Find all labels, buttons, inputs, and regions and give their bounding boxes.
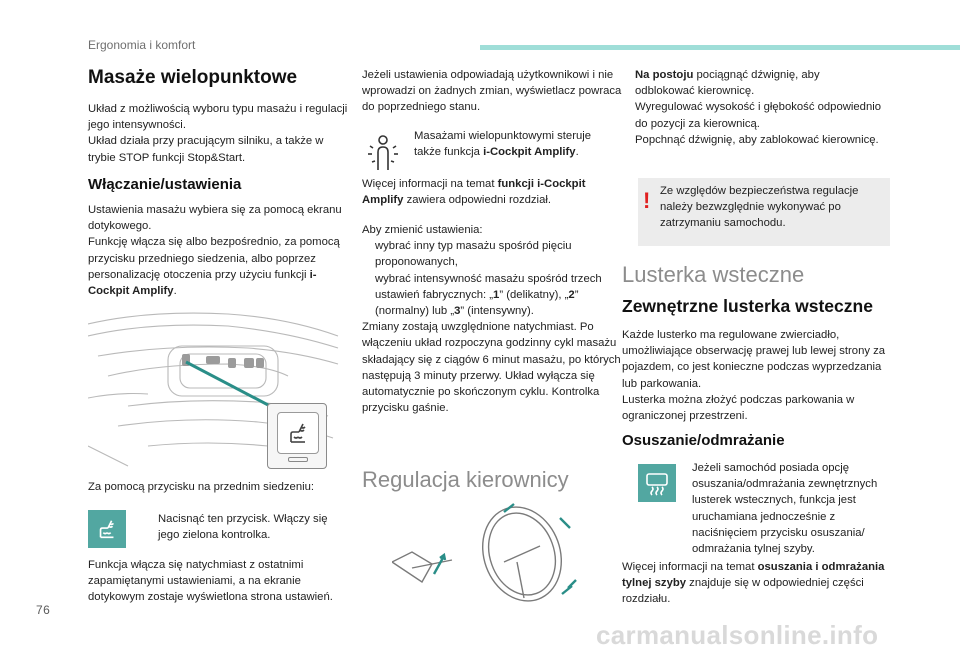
b2-m2: ” (normalny) lub „ xyxy=(375,288,579,318)
step-1-bold: Na postoju xyxy=(635,69,694,81)
settings-paragraph-2 xyxy=(88,234,350,299)
mirrors-section-title: Lusterka wsteczne xyxy=(622,262,805,287)
massage-outro: Funkcja włącza się natychmiast z ostatnimi zapamiętanymi ustawieniami, a na ekranie dotykowym zostaje wyświetlona strona ustawień. xyxy=(88,559,333,604)
settings-text xyxy=(88,202,350,299)
change-bullet-2 xyxy=(362,271,624,320)
running-header: Ergonomia i komfort xyxy=(88,38,196,52)
return-paragraph: Jeżeli ustawienia odpowiadają użytkownikowi i nie wprowadzi on żadnych zmian, wyświetlacz powraca do poprzedniego stanu. xyxy=(362,69,622,114)
bullet-1-text: wybrać inny typ masażu spośród pięciu proponowanych, xyxy=(375,240,572,269)
settings-text-end: . xyxy=(173,285,177,298)
more-bold: funkcji i-Cockpit Amplify xyxy=(362,178,586,207)
exterior-mirrors-title: Zewnętrzne lusterka wsteczne xyxy=(622,296,873,316)
b2-end: ” (intensywny). xyxy=(460,305,534,318)
bullet-marker xyxy=(622,132,635,148)
bullet-marker xyxy=(622,99,635,131)
settings-paragraph-1: Ustawienia masażu wybiera się za pomocą ekranu dotykowego. xyxy=(88,204,342,233)
person-massage-icon xyxy=(366,132,400,172)
note-end: . xyxy=(575,146,579,159)
image-caption: Za pomocą przycisku na przednim siedzeniu: xyxy=(88,481,315,493)
warning-text: Ze względów bezpieczeństwa regulacje należy bezwzględnie wykonywać po zatrzymaniu samochodu. xyxy=(660,185,859,230)
b2-v2: 2 xyxy=(568,288,575,301)
steering-wheel-illustration xyxy=(392,502,592,607)
defrost-subtitle: Osuszanie/odmrażanie xyxy=(622,432,785,449)
change-settings xyxy=(362,222,624,416)
i-cockpit-term: i-Cockpit Amplify xyxy=(483,146,576,159)
bullet-marker xyxy=(362,271,375,320)
page-number: 76 xyxy=(36,603,51,617)
warning-box xyxy=(638,178,890,246)
settings-subtitle: Włączanie/ustawienia xyxy=(88,176,242,193)
step-2-text: Wyregulować wysokość i głębokość odpowiednio do pozycji za kierownicą. xyxy=(635,101,882,130)
indicator-light xyxy=(288,457,308,462)
more-pre: Więcej informacji na temat xyxy=(622,561,758,573)
b2-m1: ” (delikatny), „ xyxy=(499,288,569,301)
step-1-text xyxy=(635,67,882,99)
note-text-part: Masażami wielopunktowymi steruje także funkcja xyxy=(414,130,592,159)
bullet-marker xyxy=(622,67,635,99)
intro-paragraph-2: Układ działa przy pracującym silniku, a także w trybie STOP funkcji Stop&Start. xyxy=(88,135,324,164)
mirrors-paragraph-2: Lusterka można złożyć podczas parkowania w ograniczonej przestrzeni. xyxy=(622,393,855,423)
more-post: znajduje się w odpowiedniej części rozdziału. xyxy=(622,577,864,606)
step-3-text: Popchnąć dźwignię, aby zablokować kierownicę. xyxy=(635,133,879,146)
step-text: Nacisnąć ten przycisk. Włączy się jego zielona kontrolka. xyxy=(158,513,328,542)
defrost-text: Jeżeli samochód posiada opcję osuszania/odmrażania zewnętrznych lusterek wstecznych, funkcja jest uruchamiana jednocześnie z naciśnięciem przycisku osuszania/ odmrażania tylnej szyby. xyxy=(692,462,878,556)
massage-intro xyxy=(88,101,350,166)
settings-text-part: Funkcję włącza się albo bezpośrednio, za pomocą przycisku przedniego siedzenia, albo poprzez personalizację otoczenia przy użyciu funkcji xyxy=(88,236,340,281)
change-outro: Zmiany zostają uwzględnione natychmiast. Po włączeniu układ rozpoczyna godzinny cykl masażu składający się z ciągów 6 minut masażu, po których następują 3 minuty przerwy. Układ wyłącza się automatycznie po skończonym cyklu. Kontrolka przycisku gaśnie. xyxy=(362,321,621,415)
watermark: carmanualsonline.info xyxy=(596,620,879,650)
more-bold: osuszania i odmrażania tylnej szyby xyxy=(622,561,885,590)
mirrors-paragraph-1: Każde lusterko ma regulowane zwierciadło, umożliwiające obserwację prawej lub lewej strony za pojazdem, co jest konieczne podczas wyprzedzania lub parkowania. xyxy=(622,329,886,390)
more-post: zawiera odpowiedni rozdział. xyxy=(403,194,552,207)
b2-v3: 3 xyxy=(454,305,461,318)
seat-massage-icon xyxy=(277,412,319,454)
mirrors-text xyxy=(622,327,892,424)
rear-defrost-icon xyxy=(638,464,676,502)
change-bullet-1 xyxy=(362,238,624,270)
bullet-2-text xyxy=(375,271,624,320)
header-accent-bar xyxy=(480,45,960,50)
change-intro: Aby zmienić ustawienia: xyxy=(362,224,483,236)
seat-button-zoom xyxy=(267,403,327,469)
bullet-marker xyxy=(362,238,375,270)
steering-step-3 xyxy=(622,132,882,148)
step-press-button xyxy=(145,511,335,543)
warning-icon: ! xyxy=(643,188,651,213)
more-info-defrost xyxy=(622,559,890,608)
steering-step-1 xyxy=(622,67,882,99)
b2-pre: wybrać intensywność masażu spośród trzech ustawień fabrycznych: „ xyxy=(375,272,602,301)
more-info-cockpit xyxy=(362,176,624,208)
intro-paragraph-1: Układ z możliwością wyboru typu masażu i regulacji jego intensywności. xyxy=(88,103,348,132)
note-text xyxy=(414,128,614,160)
more-pre: Więcej informacji na temat xyxy=(362,178,498,190)
massage-title: Masaże wielopunktowe xyxy=(88,67,298,88)
b2-v1: 1 xyxy=(493,288,500,301)
step-1-rest: pociągnąć dźwignię, aby odblokować kierownicę. xyxy=(635,69,820,98)
steering-section-title: Regulacja kierownicy xyxy=(362,467,569,492)
bullet-marker xyxy=(145,511,158,543)
steering-steps xyxy=(622,67,882,148)
seat-massage-icon xyxy=(88,510,126,548)
i-cockpit-term: i-Cockpit Amplify xyxy=(88,268,317,298)
steering-step-2 xyxy=(622,99,882,131)
